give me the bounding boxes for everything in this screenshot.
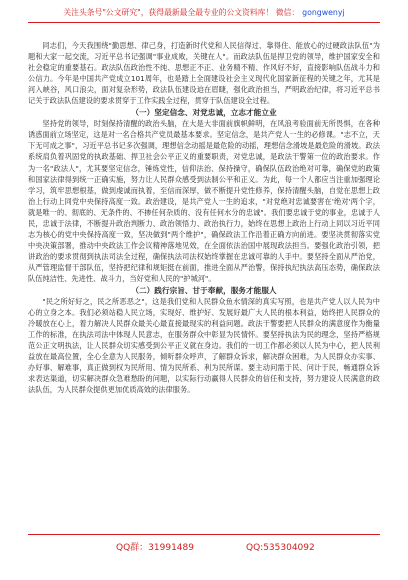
footer-divider [28, 534, 380, 535]
header-banner [28, 5, 380, 21]
intro-paragraph: 同志们，今天我围绕"勤思想、律己身，打造新时代党和人民信得过、靠得住、能放心的过硬政法队伍"为题和大家一起交流，习近平总书记强调"事业成败，关键在人"。而政法队伍是捍卫党的领导，维护国家安全和社会稳定的重要基石。政法队伍政治性不纯、思想正不正、业务精不精、作风好不好，直接影响队伍战斗力和公信力。今年是中国共产党成立101周年，也是踏上全面建设社会主义现代化国家新征程的关键之年，尤其是河入峡谷，风口浪尖，面对复杂形势，政法队伍建设迫在眉睫，强化政治担当，严明政治纪律，将习近平总书记关于政法队伍建设的要求贯穿于工作实践全过程，贯穿于队伍建设全过程。 [28, 41, 380, 106]
banner-promo-text: 关注头条号"公文研究"，获得最新最全最专业的公文资料库！ 微信： [63, 8, 300, 17]
section-heading-1: （一）坚定信念、对党忠诚，立志才能立业 [131, 108, 277, 118]
banner-wechat-id: gongwenyj [302, 8, 345, 17]
footer-qq-number: QQ:535304092 [246, 543, 315, 553]
section-2-paragraph: "民之所好好之，民之所恶恶之"，这是我们党和人民群众鱼水情深的真实写照，也是共产党人以人民为中心的立身之本。我们必须站稳人民立场，实现好、维护好、发展好最广大人民的根本利益，始终把人民群众的冷暖放在心上，着力解决人民群众最关心最直接最现实的利益问题。政法干警要把人民群众的满意度作为衡量工作的标准，在执法司法中体现人民意志，在服务群众中彰显为民情怀。要坚持执法为民的理念，坚持严格规范公正文明执法，让人民群众切实感受到公平正义就在身边。我们的一切工作都必须以人民为中心，把人民利益放在最高位置，全心全意为人民服务，倾听群众呼声，了解群众诉求，解决群众困难，为人民群众办实事、办好事、解难事，真正做到权为民所用、情为民所系、利为民所谋。要主动问需于民、问计于民，畅通群众诉求表达渠道，切实解决群众急难愁盼的问题，以实际行动赢得人民群众的信任和支持，努力建设人民满意的政法队伍，为人民群众提供更加优质高效的法律服务。 [28, 297, 380, 395]
section-1-paragraph: 坚持党的领导，时刻保持清醒的政治头脑，在大是大非面前旗帜鲜明，在风浪考验面前无所畏惧，在各种诱惑面前立场坚定，这是对一名合格共产党员最基本要求。坚定信念，是共产党人一生的必修课。"志不立，天下无可成之事"，习近平总书记多次强调，理想信念动摇是最危险的动摇，理想信念滑坡是最危险的滑坡。政法系统肩负着巩固党的执政基础、捍卫社会公平正义的重要职责，对党忠诚，是政法干警第一位的政治要求。作为一名"政法人"，尤其要坚定信念，锤炼党性，信仰法治、保持操守，确保队伍政治绝对可靠，确保党的政策和国家法律得到统一正确实施，努力让人民群众感受到法制公平和正义。为此，每一个人都应当注重加强理论学习，筑牢思想根基，做到虔诚而执着，至信而深厚，做不断提升党性修养，保持清醒头脑，自觉在思想上政治上行动上同党中央保持高度一致。政治建设，是共产党人一生的追求，"对党绝对忠诚要害在'绝对'两个字，就是唯一的、彻底的、无条件的、不掺任何杂质的、没有任何水分的忠诚"。我们要忠诚于党的事业，忠诚于人民，忠诚于法律，不断提升政治判断力、政治领悟力、政治执行力，始终在思想上政治上行动上同以习近平同志为核心的党中央保持高度一致，坚决做到"两个维护"，确保政法工作沿着正确方向前进。要坚决贯彻落实党中央决策部署，推动中央政法工作会议精神落地见效，在全面依法治国中展现政法担当。要强化政治引领，把讲政治的要求贯彻到执法司法全过程，确保执法司法权始终掌握在忠诚可靠的人手中。要坚持全面从严治党，从严管理监督干部队伍，坚持把纪律和规矩挺在前面，推进全面从严治警，保持执纪执法高压态势，确保政法队伍纯洁性、先进性、战斗力，当好党和人民的"护城河"。 [28, 119, 380, 283]
document-body [28, 40, 380, 396]
footer-qq-group: QQ群：31991489 [116, 543, 194, 553]
section-heading-2: （二）践行宗旨、甘于奉献，服务才能服人 [131, 286, 277, 296]
header-divider [28, 22, 380, 23]
footer [28, 540, 380, 556]
